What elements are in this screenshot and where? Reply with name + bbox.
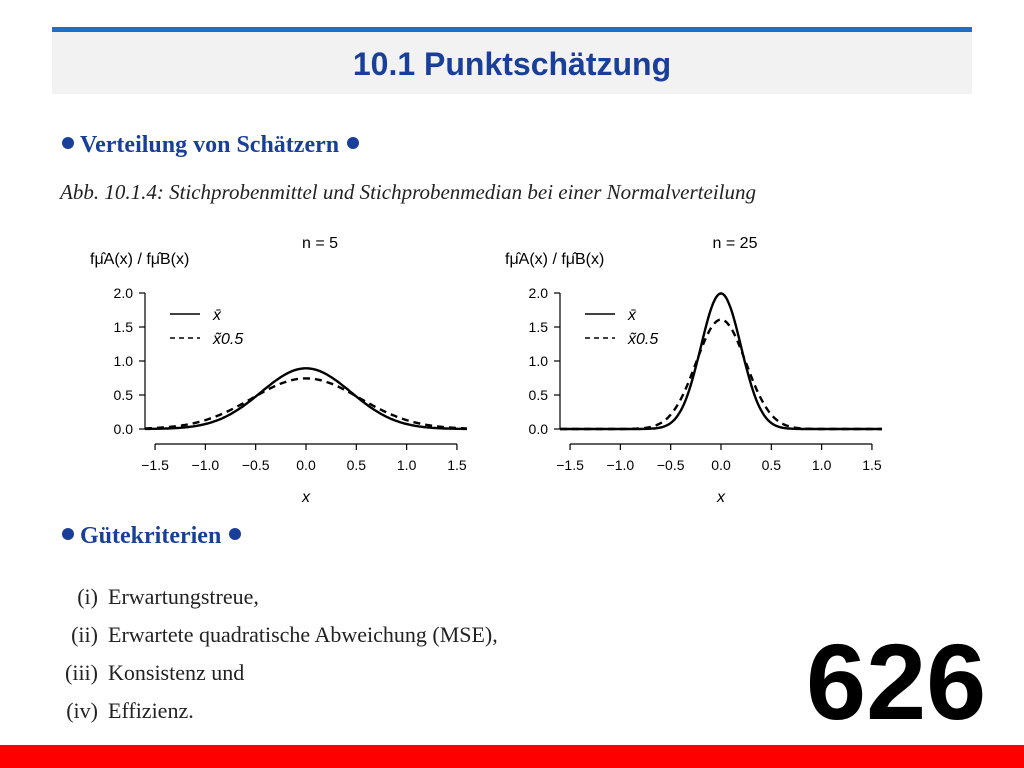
list-item-number: (ii) [71,622,98,647]
x-tick-label: −1.0 [606,457,635,473]
title-band [52,32,972,94]
y-tick-label: 2.0 [113,285,133,301]
x-tick-label: 0.5 [761,457,782,473]
y-tick-label: 2.0 [528,285,548,301]
list-item [52,692,498,730]
legend-label: x̃0.5 [628,331,659,348]
list-item-text: Konsistenz und [108,660,245,685]
list-item-text: Erwartungstreue, [108,584,259,609]
y-tick-label: 1.0 [528,353,548,369]
list-item-number: (iii) [65,660,98,685]
bullet-dot-icon [62,528,74,540]
slide-title: 10.1 Punktschätzung [352,46,672,82]
x-tick-label: 1.0 [396,457,417,473]
legend-label: x̄ [213,307,221,324]
list-item-number: (i) [77,584,98,609]
slide-number: 626 [806,621,987,742]
series-line-median [560,320,882,429]
x-tick-label: −1.5 [556,457,584,473]
y-axis-label: fμ̂A(x) / fμ̂B(x) [505,251,605,268]
section-heading-text: Verteilung von Schätzern [80,132,340,158]
legend-label: x̄ [628,307,636,324]
list-item [52,654,498,692]
criteria-list [52,578,498,730]
x-tick-label: 1.0 [811,457,832,473]
list-item-number: (iv) [66,698,98,723]
x-tick-label: 1.5 [447,457,467,473]
list-item-text: Erwartete quadratische Abweichung (MSE), [108,622,498,647]
figure-caption: Abb. 10.1.4: Stichprobenmittel und Stichprobenmedian bei einer Normalverteilung [60,180,756,204]
y-tick-label: 1.0 [113,353,133,369]
y-tick-label: 0.5 [528,387,548,403]
chart-n25 [500,228,920,508]
x-tick-label: 1.5 [862,457,882,473]
legend-label: x̃0.5 [213,331,244,348]
y-tick-label: 1.5 [113,319,133,335]
series-line-median [145,378,467,428]
y-tick-label: 0.0 [113,421,133,437]
x-tick-label: −0.5 [656,457,685,473]
list-item-text: Effizienz. [108,698,194,723]
chart-title: n = 25 [712,235,758,252]
x-tick-label: −1.0 [191,457,220,473]
x-tick-label: −1.5 [141,457,169,473]
y-tick-label: 1.5 [528,319,548,335]
x-tick-label: 0.5 [346,457,367,473]
bullet-dot-icon [229,528,241,540]
x-tick-label: 0.0 [296,457,316,473]
bullet-dot-icon [347,137,359,149]
bullet-dot-icon [62,137,74,149]
list-item [52,616,498,654]
y-tick-label: 0.5 [113,387,133,403]
y-axis-label: fμ̂A(x) / fμ̂B(x) [90,251,190,268]
section-heading-distribution [62,132,359,159]
x-axis-label: x [717,489,725,506]
x-tick-label: 0.0 [711,457,731,473]
x-axis-label: x [302,489,310,506]
x-tick-label: −0.5 [241,457,270,473]
chart-title: n = 5 [301,235,339,252]
section-heading-text: Gütekriterien [80,523,222,549]
y-tick-label: 0.0 [528,421,548,437]
bottom-bar [0,745,1024,768]
list-item [52,578,498,616]
section-heading-criteria [62,523,241,550]
chart-n5 [85,228,505,508]
